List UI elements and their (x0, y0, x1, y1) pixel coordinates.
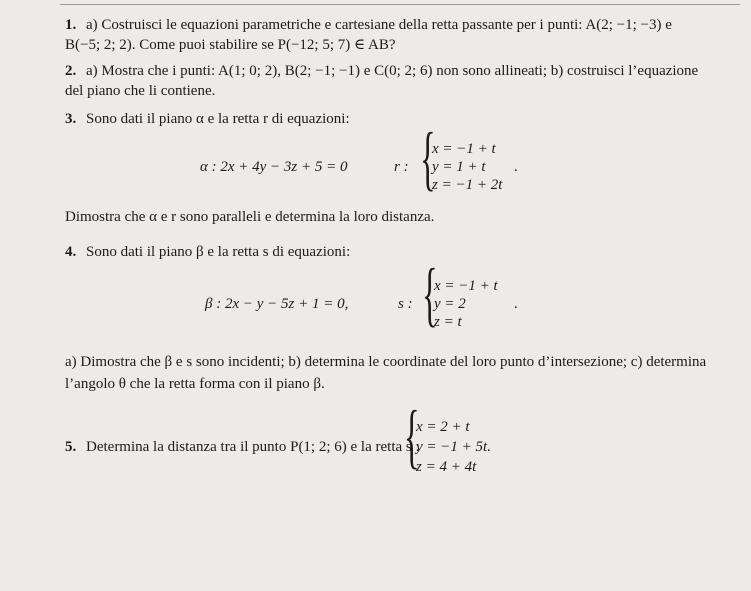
exercise-3-intro: Sono dati il piano α e la retta r di equazioni: (86, 111, 350, 127)
exercise-5-number: 5. (65, 439, 77, 455)
exercise-4-line-label: s : (398, 296, 413, 312)
exercise-3-question: Dimostra che α e r sono paralleli e determina la loro distanza. (65, 209, 435, 225)
exercise-3-system-end: . (514, 159, 518, 175)
exercise-5-text: Determina la distanza tra il punto P(1; 2; 6) e la retta s : (86, 439, 420, 455)
exercise-3-line-label: r : (394, 159, 409, 175)
exercise-3-system-line-1: x = −1 + t (432, 141, 496, 157)
exercise-5-system-line-3: z = 4 + 4t (416, 459, 477, 475)
exercise-3-system-line-3: z = −1 + 2t (432, 177, 503, 193)
exercise-1-line-2: B(−5; 2; 2). Come puoi stabilire se P(−12; 5; 7) ∈ AB? (65, 37, 396, 53)
exercise-3-brace: { (420, 118, 436, 198)
exercise-5-system-line-2: y = −1 + 5t. (416, 439, 491, 455)
exercise-4-number: 4. (65, 244, 77, 260)
exercise-1-line-1: a) Costruisci le equazioni parametriche e cartesiane della retta passante per i punti: A(2; −1; −3) e (86, 17, 672, 33)
exercise-5-brace: { (404, 396, 420, 476)
exercise-4-system-line-3: z = t (434, 314, 462, 330)
exercise-4-brace: { (422, 254, 438, 334)
exercise-2-line-1: a) Mostra che i punti: A(1; 0; 2), B(2; −1; −1) e C(0; 2; 6) non sono allineati; b) costruisci l’equazione (86, 63, 699, 79)
exercise-4-question-line-1: a) Dimostra che β e s sono incidenti; b) determina le coordinate del loro punto d’intersezione; c) determina (65, 354, 707, 370)
top-rule (60, 4, 740, 5)
exercise-4-system-line-1: x = −1 + t (434, 278, 498, 294)
exercise-3-plane-equation: α : 2x + 4y − 3z + 5 = 0 (200, 159, 348, 175)
exercise-1-number: 1. (65, 17, 77, 33)
exercise-4-system-end: . (514, 296, 518, 312)
exercise-2-line-2: del piano che li contiene. (65, 83, 216, 99)
exercise-4-system-line-2: y = 2 (434, 296, 466, 312)
exercise-2-number: 2. (65, 63, 77, 79)
exercise-4-plane-equation: β : 2x − y − 5z + 1 = 0, (205, 296, 349, 312)
exercise-4-intro: Sono dati il piano β e la retta s di equazioni: (86, 244, 351, 260)
exercise-4-question-line-2: l’angolo θ che la retta forma con il piano β. (65, 376, 325, 392)
exercise-3-system-line-2: y = 1 + t (432, 159, 486, 175)
exercise-3-number: 3. (65, 111, 77, 127)
exercise-5-system-line-1: x = 2 + t (416, 419, 470, 435)
